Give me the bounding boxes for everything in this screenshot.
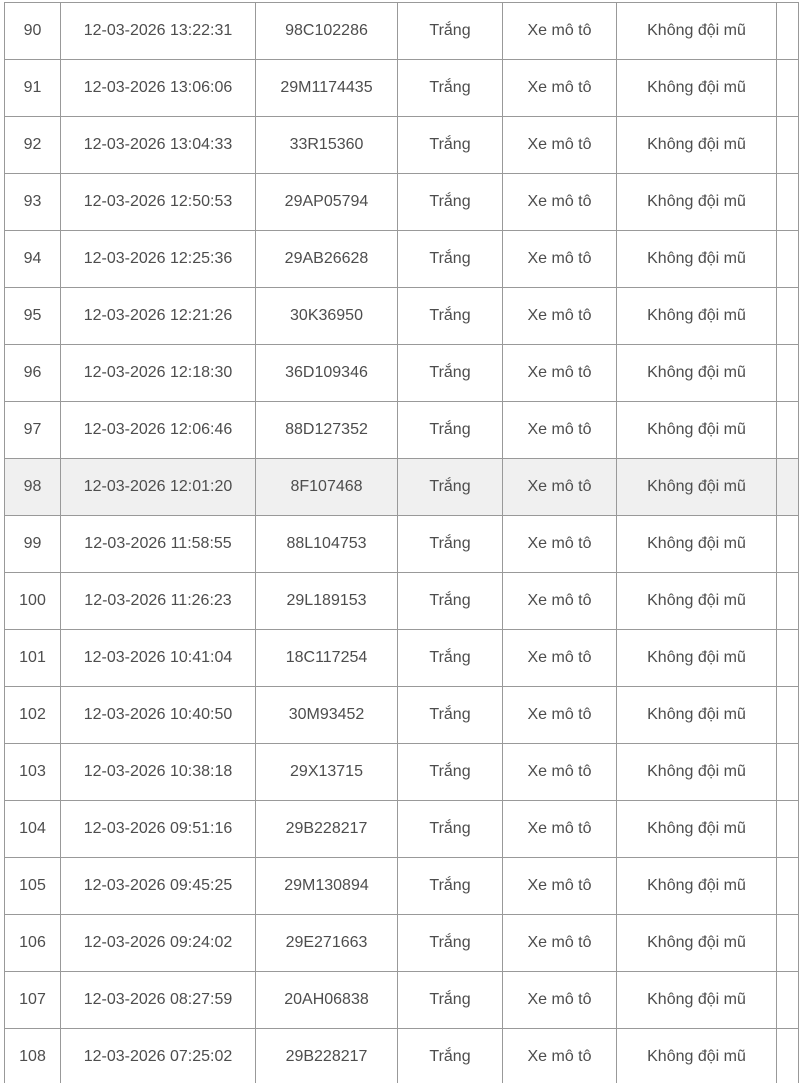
violations-table-body xyxy=(5,3,799,1083)
cell-datetime: 12-03-2026 09:45:25 xyxy=(61,858,256,915)
cell-datetime: 12-03-2026 11:58:55 xyxy=(61,516,256,573)
cell-row-number: 100 xyxy=(5,573,61,630)
cell-license-plate: 33R15360 xyxy=(256,117,398,174)
table-row[interactable] xyxy=(5,3,799,60)
cell-extra-cropped xyxy=(777,402,799,459)
cell-datetime: 12-03-2026 10:41:04 xyxy=(61,630,256,687)
cell-datetime: 12-03-2026 12:01:20 xyxy=(61,459,256,516)
table-row[interactable] xyxy=(5,231,799,288)
cell-extra-cropped xyxy=(777,516,799,573)
cell-datetime: 12-03-2026 08:27:59 xyxy=(61,972,256,1029)
cell-vehicle-type: Xe mô tô xyxy=(503,459,617,516)
cell-violation: Không đội mũ xyxy=(617,231,777,288)
cell-vehicle-color: Trắng xyxy=(398,801,503,858)
cell-row-number: 92 xyxy=(5,117,61,174)
cell-vehicle-color: Trắng xyxy=(398,1029,503,1083)
cell-row-number: 106 xyxy=(5,915,61,972)
cell-datetime: 12-03-2026 09:51:16 xyxy=(61,801,256,858)
cell-datetime: 12-03-2026 12:25:36 xyxy=(61,231,256,288)
cell-vehicle-color: Trắng xyxy=(398,117,503,174)
cell-violation: Không đội mũ xyxy=(617,858,777,915)
cell-violation: Không đội mũ xyxy=(617,687,777,744)
table-row[interactable] xyxy=(5,972,799,1029)
cell-row-number: 108 xyxy=(5,1029,61,1083)
cell-row-number: 103 xyxy=(5,744,61,801)
cell-vehicle-color: Trắng xyxy=(398,573,503,630)
violations-table xyxy=(4,2,799,1083)
cell-violation: Không đội mũ xyxy=(617,972,777,1029)
cell-datetime: 12-03-2026 13:04:33 xyxy=(61,117,256,174)
cell-extra-cropped xyxy=(777,1029,799,1083)
cell-vehicle-color: Trắng xyxy=(398,744,503,801)
cell-vehicle-type: Xe mô tô xyxy=(503,516,617,573)
cell-vehicle-color: Trắng xyxy=(398,231,503,288)
cell-vehicle-color: Trắng xyxy=(398,345,503,402)
cell-datetime: 12-03-2026 13:06:06 xyxy=(61,60,256,117)
cell-extra-cropped xyxy=(777,288,799,345)
cell-extra-cropped xyxy=(777,117,799,174)
cell-extra-cropped xyxy=(777,630,799,687)
cell-vehicle-type: Xe mô tô xyxy=(503,801,617,858)
cell-vehicle-color: Trắng xyxy=(398,402,503,459)
cell-license-plate: 29AP05794 xyxy=(256,174,398,231)
cell-vehicle-color: Trắng xyxy=(398,630,503,687)
cell-license-plate: 29B228217 xyxy=(256,801,398,858)
cell-violation: Không đội mũ xyxy=(617,60,777,117)
cell-datetime: 12-03-2026 12:21:26 xyxy=(61,288,256,345)
table-row[interactable] xyxy=(5,60,799,117)
cell-extra-cropped xyxy=(777,858,799,915)
table-row[interactable] xyxy=(5,1029,799,1083)
table-row[interactable] xyxy=(5,858,799,915)
cell-vehicle-color: Trắng xyxy=(398,972,503,1029)
table-row[interactable] xyxy=(5,573,799,630)
cell-vehicle-color: Trắng xyxy=(398,687,503,744)
cell-vehicle-type: Xe mô tô xyxy=(503,630,617,687)
cell-row-number: 94 xyxy=(5,231,61,288)
cell-license-plate: 8F107468 xyxy=(256,459,398,516)
cell-datetime: 12-03-2026 07:25:02 xyxy=(61,1029,256,1083)
cell-extra-cropped xyxy=(777,345,799,402)
table-row[interactable] xyxy=(5,687,799,744)
cell-violation: Không đội mũ xyxy=(617,801,777,858)
table-row[interactable] xyxy=(5,117,799,174)
cell-row-number: 93 xyxy=(5,174,61,231)
table-row[interactable] xyxy=(5,516,799,573)
cell-extra-cropped xyxy=(777,972,799,1029)
cell-extra-cropped xyxy=(777,459,799,516)
cell-vehicle-type: Xe mô tô xyxy=(503,1029,617,1083)
cell-vehicle-type: Xe mô tô xyxy=(503,744,617,801)
cell-vehicle-type: Xe mô tô xyxy=(503,972,617,1029)
cell-violation: Không đội mũ xyxy=(617,3,777,60)
cell-vehicle-type: Xe mô tô xyxy=(503,687,617,744)
cell-license-plate: 30K36950 xyxy=(256,288,398,345)
cell-license-plate: 20AH06838 xyxy=(256,972,398,1029)
cell-license-plate: 29M130894 xyxy=(256,858,398,915)
cell-vehicle-color: Trắng xyxy=(398,288,503,345)
cell-row-number: 105 xyxy=(5,858,61,915)
cell-vehicle-type: Xe mô tô xyxy=(503,573,617,630)
cell-extra-cropped xyxy=(777,744,799,801)
cell-violation: Không đội mũ xyxy=(617,915,777,972)
cell-extra-cropped xyxy=(777,60,799,117)
table-row[interactable] xyxy=(5,288,799,345)
cell-violation: Không đội mũ xyxy=(617,345,777,402)
cell-vehicle-type: Xe mô tô xyxy=(503,60,617,117)
table-row[interactable] xyxy=(5,630,799,687)
cell-extra-cropped xyxy=(777,231,799,288)
cell-row-number: 91 xyxy=(5,60,61,117)
cell-datetime: 12-03-2026 12:50:53 xyxy=(61,174,256,231)
table-row[interactable] xyxy=(5,459,799,516)
cell-vehicle-type: Xe mô tô xyxy=(503,402,617,459)
cell-extra-cropped xyxy=(777,687,799,744)
cell-violation: Không đội mũ xyxy=(617,402,777,459)
cell-vehicle-type: Xe mô tô xyxy=(503,288,617,345)
cell-datetime: 12-03-2026 13:22:31 xyxy=(61,3,256,60)
cell-vehicle-color: Trắng xyxy=(398,174,503,231)
cell-row-number: 90 xyxy=(5,3,61,60)
cell-row-number: 95 xyxy=(5,288,61,345)
cell-extra-cropped xyxy=(777,3,799,60)
cell-row-number: 107 xyxy=(5,972,61,1029)
cell-row-number: 99 xyxy=(5,516,61,573)
cell-violation: Không đội mũ xyxy=(617,174,777,231)
cell-license-plate: 98C102286 xyxy=(256,3,398,60)
cell-license-plate: 30M93452 xyxy=(256,687,398,744)
cell-vehicle-type: Xe mô tô xyxy=(503,345,617,402)
table-row[interactable] xyxy=(5,801,799,858)
cell-vehicle-type: Xe mô tô xyxy=(503,858,617,915)
cell-extra-cropped xyxy=(777,573,799,630)
cell-extra-cropped xyxy=(777,174,799,231)
cell-license-plate: 36D109346 xyxy=(256,345,398,402)
cell-license-plate: 88L104753 xyxy=(256,516,398,573)
cell-datetime: 12-03-2026 12:18:30 xyxy=(61,345,256,402)
table-row[interactable] xyxy=(5,915,799,972)
cell-row-number: 101 xyxy=(5,630,61,687)
table-row[interactable] xyxy=(5,174,799,231)
cell-vehicle-type: Xe mô tô xyxy=(503,3,617,60)
cell-row-number: 104 xyxy=(5,801,61,858)
cell-vehicle-color: Trắng xyxy=(398,516,503,573)
cell-row-number: 97 xyxy=(5,402,61,459)
cell-row-number: 98 xyxy=(5,459,61,516)
cell-row-number: 102 xyxy=(5,687,61,744)
cell-datetime: 12-03-2026 09:24:02 xyxy=(61,915,256,972)
cell-license-plate: 29B228217 xyxy=(256,1029,398,1083)
cell-violation: Không đội mũ xyxy=(617,630,777,687)
cell-violation: Không đội mũ xyxy=(617,459,777,516)
cell-license-plate: 29AB26628 xyxy=(256,231,398,288)
cell-license-plate: 88D127352 xyxy=(256,402,398,459)
cell-vehicle-color: Trắng xyxy=(398,60,503,117)
table-row[interactable] xyxy=(5,402,799,459)
cell-vehicle-type: Xe mô tô xyxy=(503,174,617,231)
cell-license-plate: 29M1174435 xyxy=(256,60,398,117)
cell-violation: Không đội mũ xyxy=(617,288,777,345)
cell-extra-cropped xyxy=(777,915,799,972)
cell-vehicle-color: Trắng xyxy=(398,858,503,915)
cell-datetime: 12-03-2026 12:06:46 xyxy=(61,402,256,459)
cell-license-plate: 29E271663 xyxy=(256,915,398,972)
cell-license-plate: 29X13715 xyxy=(256,744,398,801)
cell-violation: Không đội mũ xyxy=(617,516,777,573)
cell-violation: Không đội mũ xyxy=(617,744,777,801)
cell-vehicle-type: Xe mô tô xyxy=(503,231,617,288)
cell-datetime: 12-03-2026 10:40:50 xyxy=(61,687,256,744)
table-row[interactable] xyxy=(5,345,799,402)
cell-violation: Không đội mũ xyxy=(617,573,777,630)
cell-extra-cropped xyxy=(777,801,799,858)
cell-vehicle-color: Trắng xyxy=(398,459,503,516)
cell-row-number: 96 xyxy=(5,345,61,402)
cell-vehicle-color: Trắng xyxy=(398,3,503,60)
cell-license-plate: 29L189153 xyxy=(256,573,398,630)
cell-datetime: 12-03-2026 11:26:23 xyxy=(61,573,256,630)
cell-violation: Không đội mũ xyxy=(617,1029,777,1083)
cell-vehicle-type: Xe mô tô xyxy=(503,117,617,174)
cell-datetime: 12-03-2026 10:38:18 xyxy=(61,744,256,801)
cell-license-plate: 18C117254 xyxy=(256,630,398,687)
cell-vehicle-type: Xe mô tô xyxy=(503,915,617,972)
cell-violation: Không đội mũ xyxy=(617,117,777,174)
table-row[interactable] xyxy=(5,744,799,801)
cell-vehicle-color: Trắng xyxy=(398,915,503,972)
